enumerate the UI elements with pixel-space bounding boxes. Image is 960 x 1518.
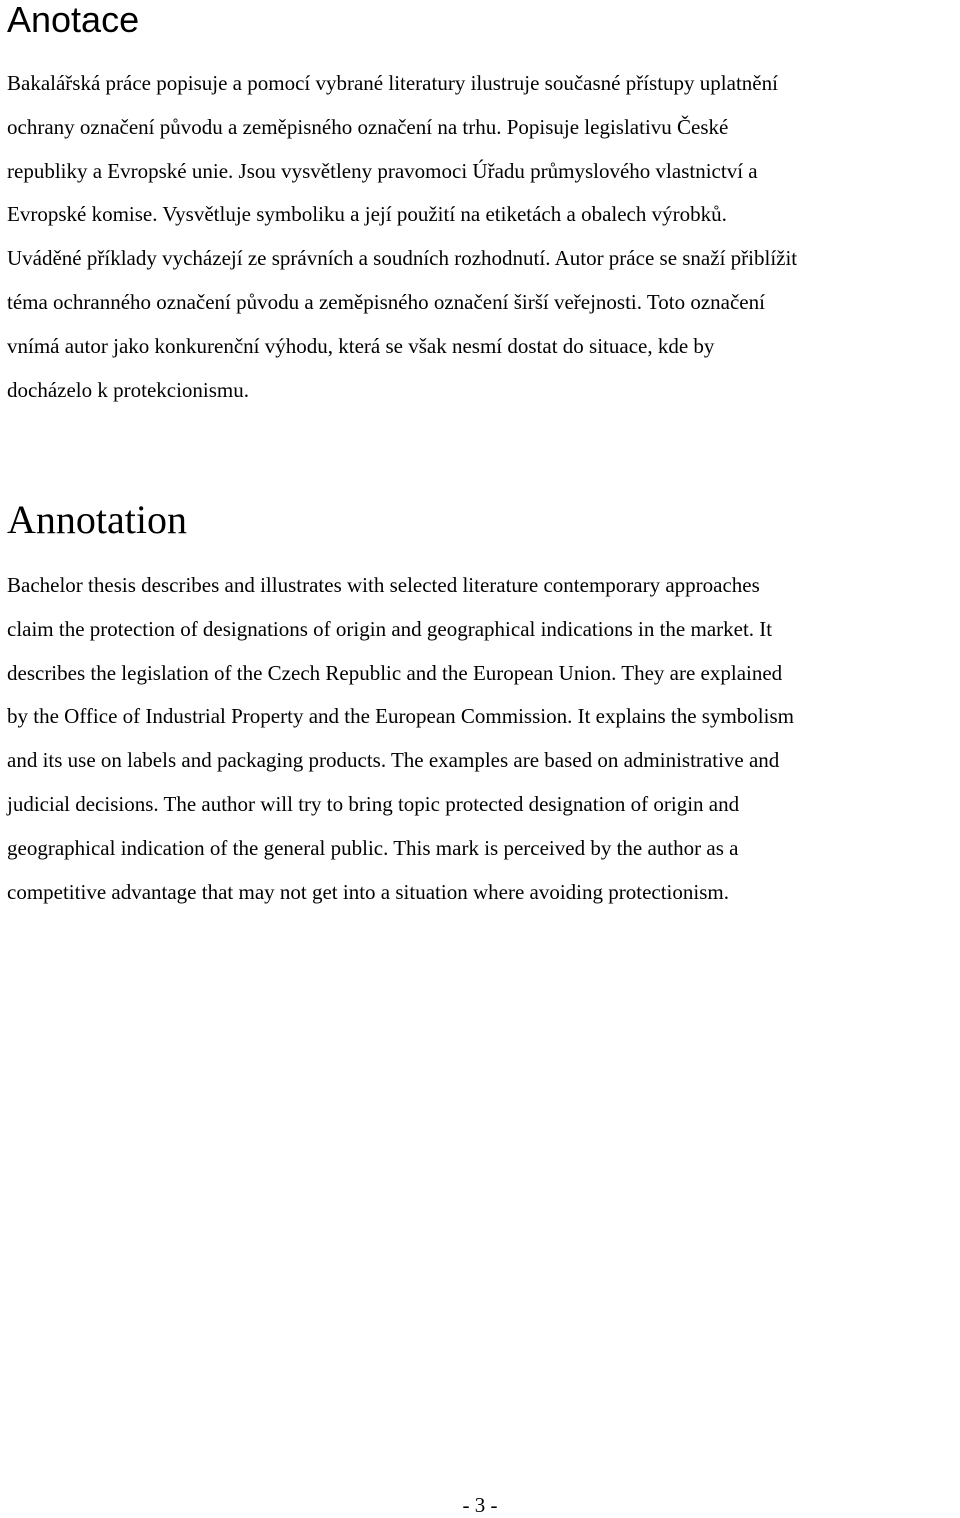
czech-abstract-line: Uváděné příklady vycházejí ze správních a soudních rozhodnutí. Autor práce se snaží přiblížit	[7, 246, 798, 271]
english-abstract-line: judicial decisions. The author will try to bring topic protected designation of origin and	[7, 791, 740, 816]
czech-abstract-line: Evropské komise. Vysvětluje symboliku a její použití na etiketách a obalech výrobků.	[7, 202, 727, 227]
english-abstract-line: by the Office of Industrial Property and the European Commission. It explains the symbolism	[7, 704, 794, 729]
english-abstract-line: Bachelor thesis describes and illustrates with selected literature contemporary approaches	[7, 573, 760, 597]
czech-abstract-line: Bakalářská práce popisuje a pomocí vybrané literatury ilustruje současné přístupy uplatnění	[7, 71, 778, 95]
czech-abstract-line: republiky a Evropské unie. Jsou vysvětleny pravomoci Úřadu průmyslového vlastnictví a	[7, 158, 758, 183]
english-heading: Annotation	[7, 497, 187, 542]
english-abstract-line: geographical indication of the general public. This mark is perceived by the author as a	[7, 835, 739, 860]
english-abstract-line: describes the legislation of the Czech Republic and the European Union. They are explained	[7, 660, 783, 685]
page-number: - 3 -	[462, 1493, 498, 1517]
czech-abstract-line: téma ochranného označení původu a zeměpisného označení širší veřejnosti. Toto označení	[7, 289, 765, 314]
czech-abstract-line: docházelo k protekcionismu.	[7, 377, 250, 402]
english-abstract-line: competitive advantage that may not get into a situation where avoiding protectionism.	[7, 879, 729, 904]
czech-abstract-line: ochrany označení původu a zeměpisného označení na trhu. Popisuje legislativu České	[7, 114, 729, 139]
english-abstract-line: and its use on labels and packaging products. The examples are based on administrative and	[7, 748, 780, 773]
english-abstract-line: claim the protection of designations of origin and geographical indications in the market. It	[7, 616, 773, 641]
czech-abstract-line: vnímá autor jako konkurenční výhodu, která se však nesmí dostat do situace, kde by	[7, 333, 715, 358]
czech-abstract-paragraph	[7, 62, 960, 412]
english-abstract-paragraph	[7, 564, 960, 914]
czech-heading: Anotace	[7, 0, 140, 40]
